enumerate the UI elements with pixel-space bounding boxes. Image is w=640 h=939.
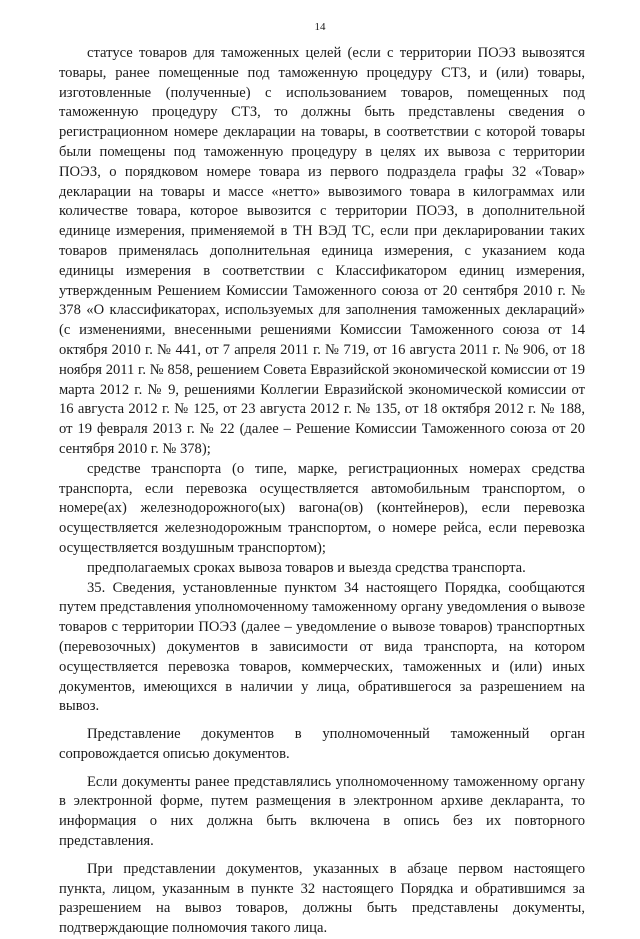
paragraph-transport-means: средстве транспорта (о типе, марке, регистрационных номерах средства транспорта, если перевозка осуществляется автомобильным транспортом, о номере(ах) железнодорожного(ых) вагона(ов) (контейнеров), если перевозка осуществляется железнодорожным транспортом, о номере рейса, если перевозка осуществляется воздушным транспортом); (59, 460, 585, 556)
paragraph-export-terms: предполагаемых сроках вывоза товаров и выезда средства транспорта. (87, 559, 526, 576)
paragraph-documents-inventory: Представление документов в уполномоченный таможенный орган сопровождается описью документов. (59, 726, 585, 762)
paragraph-authority-documents: При представлении документов, указанных в абзаце первом настоящего пункта, лицом, указанным в пункте 32 настоящего Порядка и обратившимся за разрешением на вывоз товаров, должны быть представлены документы, подтверждающие полномочия такого лица. (59, 860, 585, 937)
document-body (59, 44, 585, 939)
page-number: 14 (314, 21, 326, 33)
paragraph-item-35: 35. Сведения, установленные пунктом 34 настоящего Порядка, сообщаются путем представления уполномоченному таможенному органу уведомления о вывозе товаров с территории ПОЭЗ (далее – уведомление о вывозе товаров) транспортных (перевозочных) документов в зависимости от вида транспорта, на котором осуществляется перевозка товаров, коммерческих, таможенных и (или) иных документов, имеющихся в наличии у лица, обратившегося за разрешением на вывоз. (59, 579, 585, 715)
paragraph-electronic-archive: Если документы ранее представлялись уполномоченному таможенному органу в электронной форме, путем размещения в электронном архиве декларанта, то информация о них должна быть включена в опись без их повторного представления. (59, 773, 585, 850)
paragraph-goods-status: статусе товаров для таможенных целей (если с территории ПОЭЗ вывозятся товары, ранее помещенные под таможенную процедуру СТЗ, и (или) товары, изготовленные (полученные) с использованием товаров, помещенных под таможенную процедуру СТЗ, то должны быть представлены сведения о регистрационном номере декларации на товары, в соответствии с которой товары были помещены под таможенную процедуру в целях их вывоза с территории ПОЭЗ, о порядковом номере товара из первого подраздела графы 32 «Товар» декларации на товары и массе «нетто» вывозимого товара в килограммах или количестве товара, которое вывозится с территории ПОЭЗ, в дополнительной единице измерения, применяемой в ТН ВЭД ТС, если при декларировании таких товаров применялась дополнительная единица измерения, с указанием кода единицы измерения в соответствии с Классификатором единиц измерения, утвержденным Решением Комиссии Таможенного союза от 20 сентября 2010 г. № 378 «О классификаторах, используемых для заполнения таможенных деклараций» (с изменениями, внесенными решениями Комиссии Таможенного союза от 14 октября 2010 г. № 441, от 7 апреля 2011 г. № 719, от 16 августа 2011 г. № 906, от 18 ноября 2011 г. № 858, решением Совета Евразийской экономической комиссии от 19 марта 2012 г. № 9, решениями Коллегии Евразийской экономической комиссии от 16 августа 2012 г. № 125, от 23 августа 2012 г. № 135, от 18 октября 2012 г. № 188, от 19 февраля 2013 г. № 22 (далее – Решение Комиссии Таможенного союза от 20 сентября 2010 г. № 378); (59, 45, 585, 457)
